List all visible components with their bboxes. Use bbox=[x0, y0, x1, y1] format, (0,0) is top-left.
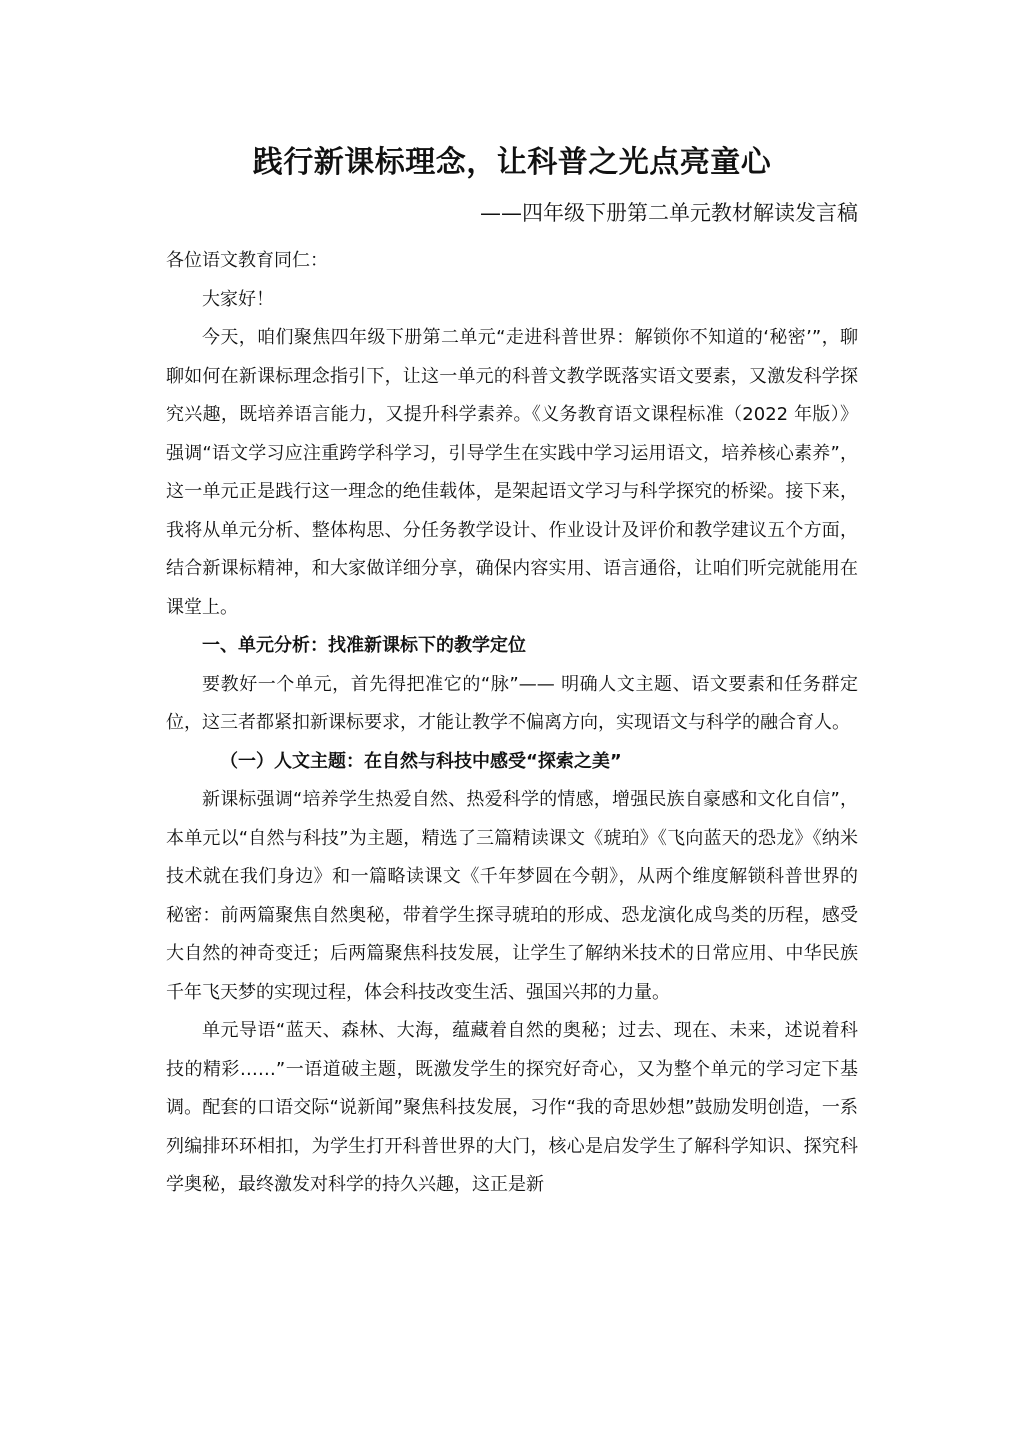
subsection-heading-humanistic-theme: （一）人文主题：在自然与科技中感受“探索之美” bbox=[220, 750, 622, 772]
humanistic-theme-paragraph: 新课标强调“培养学生热爱自然、热爱科学的情感，增强民族自豪感和文化自信”，本单元以“自然与科技”为主题，精选了三篇精读课文《琥珀》《飞向蓝天的恐龙》《纳米技术就在我们身边》和一篇略读课文《千年梦圆在今朝》，从两个维度解锁科普世界的秘密：前两篇聚焦自然奥秘，带着学生探寻琥珀的形成、恐龙演化成鸟类的历程，感受大自然的神奇变迁；后两篇聚焦科技发展，让学生了解纳米技术的日常应用、中华民族千年飞天梦的实现过程，体会科技改变生活、强国兴邦的力量。 bbox=[166, 789, 858, 1003]
intro-paragraph: 今天，咱们聚焦四年级下册第二单元“走进科普世界：解锁你不知道的‘秘密’”，聊聊如何在新课标理念指引下，让这一单元的科普文教学既落实语文要素，又激发科学探究兴趣，既培养语言能力，又提升科学素养。《义务教育语文课程标准（2022 年版）》强调“语文学习应注重跨学科学习，引导学生在实践中学习运用语文，培养核心素养”，这一单元正是践行这一理念的绝佳载体，是架起语文学习与科学探究的桥梁。接下来，我将从单元分析、整体构思、分任务教学设计、作业设计及评价和教学建议五个方面，结合新课标精神，和大家做详细分享，确保内容实用、语言通俗，让咱们听完就能用在课堂上。 bbox=[166, 327, 858, 618]
greeting: 大家好！ bbox=[202, 288, 274, 310]
salutation: 各位语文教育同仁： bbox=[166, 250, 328, 271]
section-heading-unit-analysis: 一、单元分析：找准新课标下的教学定位 bbox=[202, 635, 526, 656]
unit-analysis-paragraph: 要教好一个单元，首先得把准它的“脉”—— 明确人文主题、语文要素和任务群定位，这三者都紧扣新课标要求，才能让教学不偏离方向，实现语文与科学的融合育人。 bbox=[166, 673, 858, 733]
document-body bbox=[166, 242, 858, 1205]
document-subtitle: ——四年级下册第二单元教材解读发言稿 bbox=[480, 201, 858, 225]
document-title: 践行新课标理念，让科普之光点亮童心 bbox=[252, 145, 772, 180]
unit-guide-paragraph: 单元导语“蓝天、森林、大海，蕴藏着自然的奥秘；过去、现在、未来，述说着科技的精彩……”一语道破主题，既激发学生的探究好奇心，又为整个单元的学习定下基调。配套的口语交际“说新闻”聚焦科技发展，习作“我的奇思妙想”鼓励发明创造，一系列编排环环相扣，为学生打开科普世界的大门，核心是启发学生了解科学知识、探究科学奥秘，最终激发对科学的持久兴趣，这正是新 bbox=[166, 1020, 858, 1195]
